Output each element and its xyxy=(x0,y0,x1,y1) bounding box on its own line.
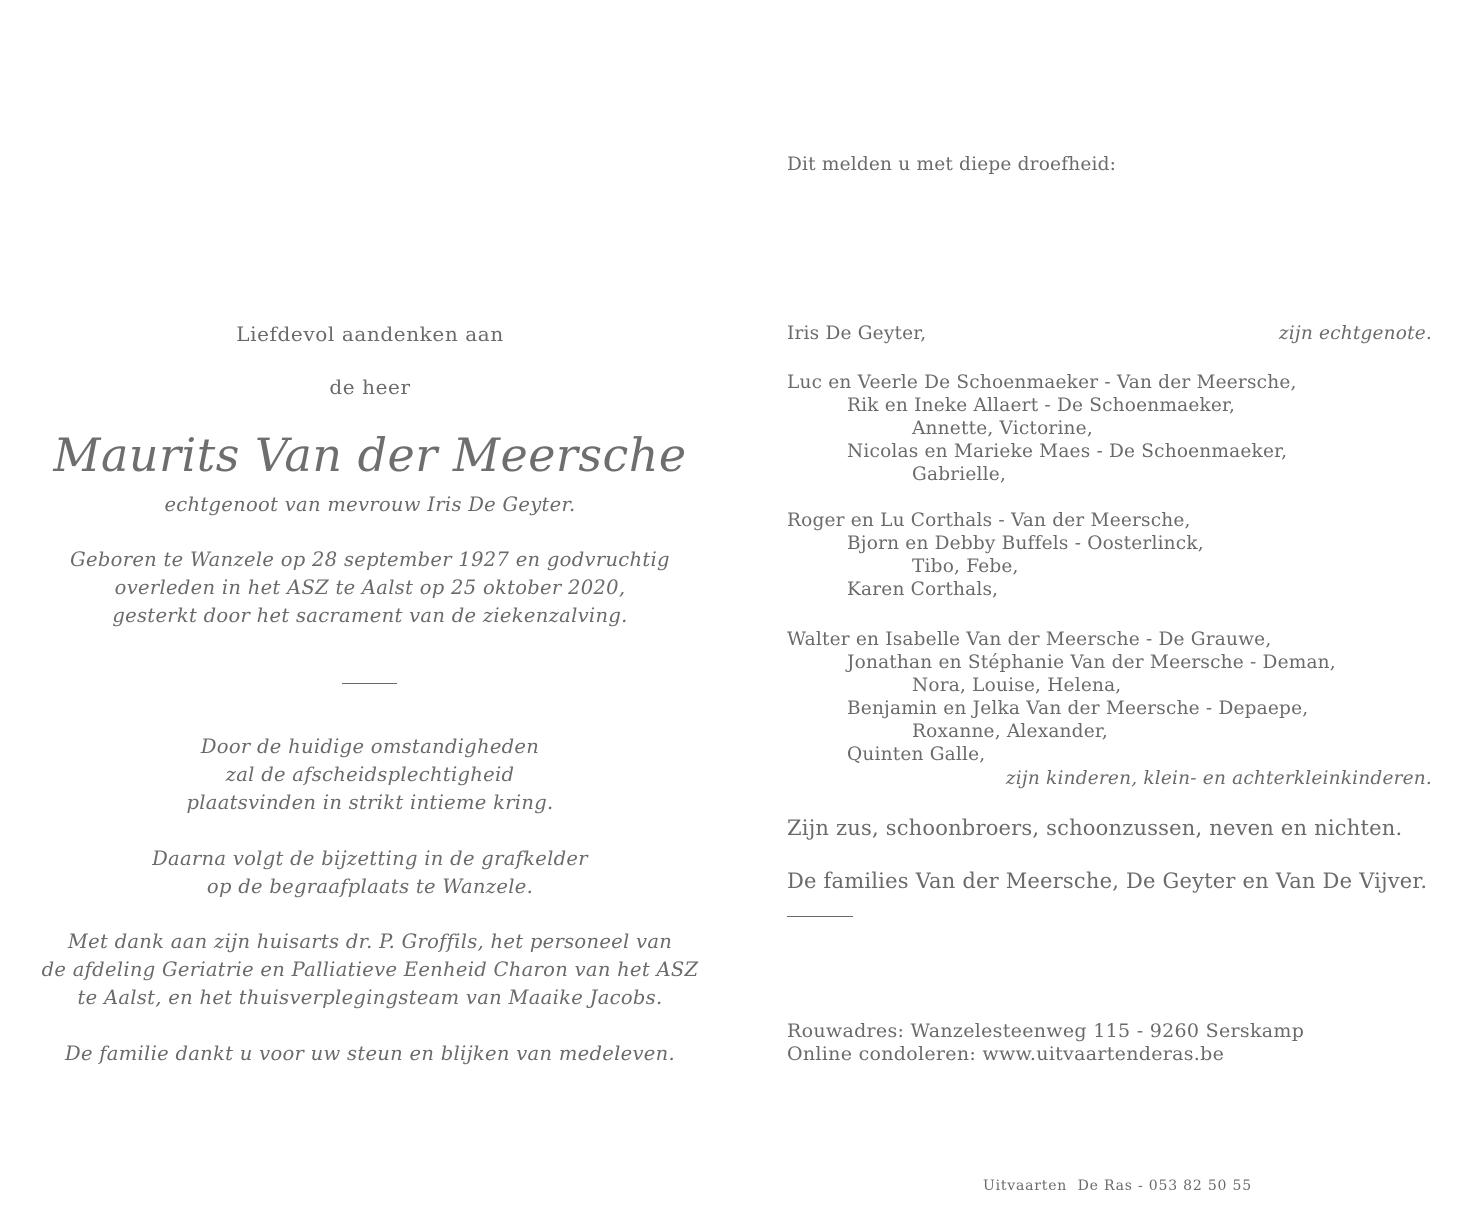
birth-death-text: Geboren te Wanzele op 28 september 1927 en godvruchtig overleden in het ASZ te Aalst op 25 oktober 2020, gesterkt door het sacrament van de ziekenzalving. xyxy=(70,548,670,627)
list-item: Quinten Galle, xyxy=(847,744,986,765)
family-group-2 xyxy=(787,509,1432,601)
burial-text: Daarna volgt de bijzetting in de grafkelder op de begraafplaats te Wanzele. xyxy=(152,847,588,898)
list-item: Roger en Lu Corthals - Van der Meersche, xyxy=(787,510,1191,531)
announce-line: Dit melden u met diepe droefheid: xyxy=(787,154,1117,175)
mourning-address: Rouwadres: Wanzelesteenweg 115 - 9260 Serskamp xyxy=(787,1020,1305,1042)
list-item: Rik en Ineke Allaert - De Schoenmaeker, xyxy=(847,395,1236,416)
children-relation: zijn kinderen, klein- en achterkleinkinderen. xyxy=(1005,768,1432,789)
thanks-text: Met dank aan zijn huisarts dr. P. Groffils, het personeel van de afdeling Geriatrie en Palliatieve Eenheid Charon van het ASZ te Aalst, en het thuisverplegingsteam van Maaike Jacobs. xyxy=(41,930,699,1009)
list-item: Roxanne, Alexander, xyxy=(912,721,1108,742)
divider-line-right xyxy=(787,916,853,917)
family-group-3 xyxy=(787,628,1432,766)
undertaker-footer: Uitvaarten De Ras - 053 82 50 55 xyxy=(983,1178,1252,1194)
spouse-row xyxy=(787,322,1432,345)
list-item: Karen Corthals, xyxy=(847,579,999,600)
list-item: Nora, Louise, Helena, xyxy=(912,675,1122,696)
list-item: Gabrielle, xyxy=(912,464,1007,485)
deceased-name: Maurits Van der Meersche xyxy=(53,428,687,482)
list-item: Tibo, Febe, xyxy=(912,556,1019,577)
list-item: Benjamin en Jelka Van der Meersche - Depaepe, xyxy=(847,698,1309,719)
families-line: De families Van der Meersche, De Geyter en Van De Vijver. xyxy=(787,869,1428,893)
intro-line: Liefdevol aandenken aan xyxy=(236,322,504,346)
spouse-relation: zijn echtgenote. xyxy=(1278,323,1432,344)
honorific: de heer xyxy=(329,375,411,399)
list-item: Jonathan en Stéphanie Van der Meersche - Deman, xyxy=(847,652,1336,673)
list-item: Annette, Victorine, xyxy=(912,418,1093,439)
online-condolences: Online condoleren: www.uitvaartenderas.be xyxy=(787,1043,1225,1065)
closing-text: De familie dankt u voor uw steun en blijken van medeleven. xyxy=(65,1042,675,1065)
siblings-line: Zijn zus, schoonbroers, schoonzussen, neven en nichten. xyxy=(787,816,1403,840)
list-item: Walter en Isabelle Van der Meersche - De Grauwe, xyxy=(787,629,1272,650)
ceremony-text: Door de huidige omstandigheden zal de afscheidsplechtigheid plaatsvinden in strikt intieme kring. xyxy=(186,735,554,814)
contact-block xyxy=(787,1020,1432,1066)
divider-line xyxy=(342,683,397,684)
list-item: Nicolas en Marieke Maes - De Schoenmaeker, xyxy=(847,441,1288,462)
list-item: Bjorn en Debby Buffels - Oosterlinck, xyxy=(847,533,1204,554)
list-item: Luc en Veerle De Schoenmaeker - Van der Meersche, xyxy=(787,372,1297,393)
spouse-line: echtgenoot van mevrouw Iris De Geyter. xyxy=(164,493,576,516)
spouse-name: Iris De Geyter, xyxy=(787,323,927,344)
family-group-1 xyxy=(787,371,1432,486)
